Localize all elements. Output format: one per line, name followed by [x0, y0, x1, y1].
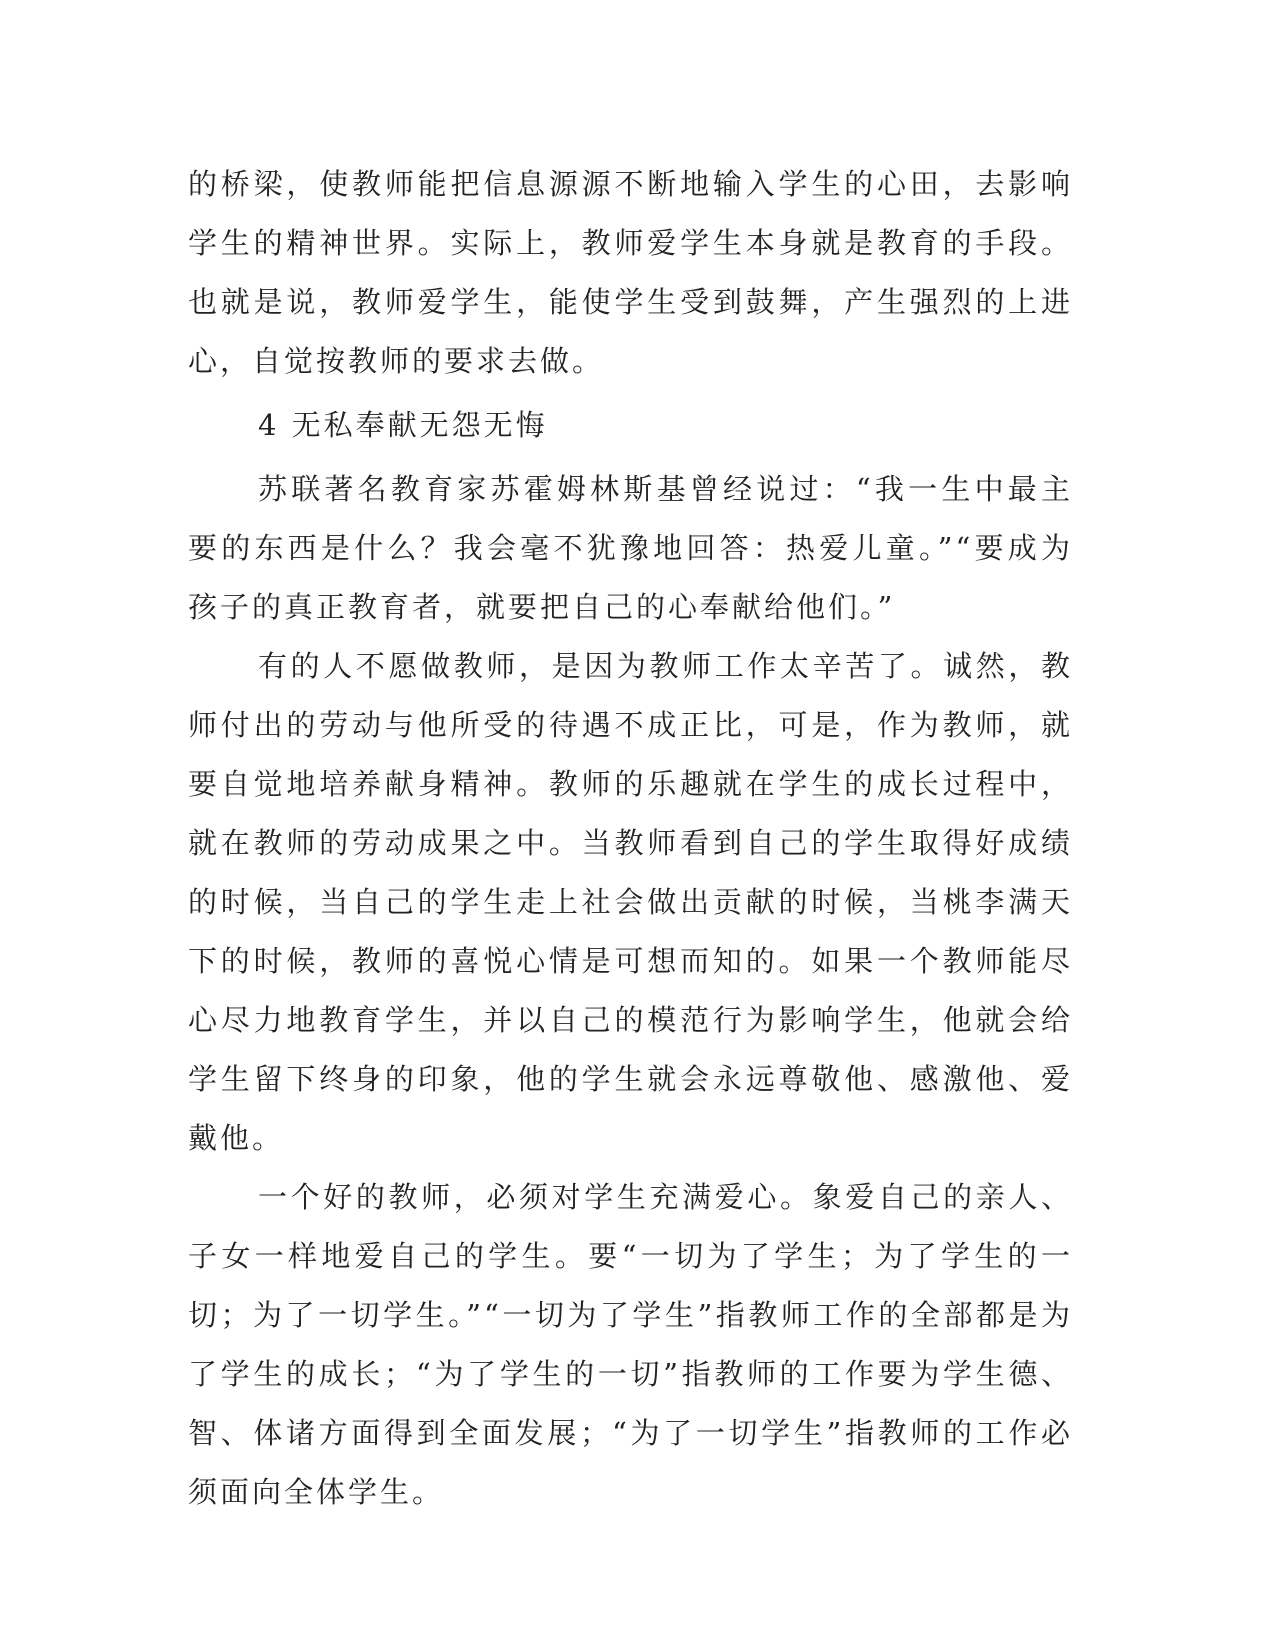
paragraph-quote: 苏联著名教育家苏霍姆林斯基曾经说过：“我一生中最主要的东西是什么？我会毫不犹豫地回答：热爱儿童。”“要成为孩子的真正教育者，就要把自己的心奉献给他们。”: [188, 472, 1073, 624]
document-body: [188, 155, 1073, 1522]
paragraph-love-students: 一个好的教师，必须对学生充满爱心。象爱自己的亲人、子女一样地爱自己的学生。要“一切为了学生；为了学生的一切；为了一切学生。”“一切为了学生”指教师工作的全部都是为了学生的成长；“为了学生的一切”指教师的工作要为学生德、智、体诸方面得到全面发展；“为了一切学生”指教师的工作必须面向全体学生。: [188, 1180, 1073, 1509]
paragraph-dedication: 有的人不愿做教师，是因为教师工作太辛苦了。诚然，教师付出的劳动与他所受的待遇不成正比，可是，作为教师，就要自觉地培养献身精神。教师的乐趣就在学生的成长过程中，就在教师的劳动成果之中。当教师看到自己的学生取得好成绩的时候，当自己的学生走上社会做出贡献的时候，当桃李满天下的时候，教师的喜悦心情是可想而知的。如果一个教师能尽心尽力地教育学生，并以自己的模范行为影响学生，他就会给学生留下终身的印象，他的学生就会永远尊敬他、感激他、爱戴他。: [188, 649, 1073, 1155]
section-heading: 4 无私奉献无怨无悔: [258, 408, 548, 442]
paragraph-continuation: 的桥梁，使教师能把信息源源不断地输入学生的心田，去影响学生的精神世界。实际上，教师爱学生本身就是教育的手段。也就是说，教师爱学生，能使学生受到鼓舞，产生强烈的上进心，自觉按教师的要求去做。: [188, 167, 1073, 378]
